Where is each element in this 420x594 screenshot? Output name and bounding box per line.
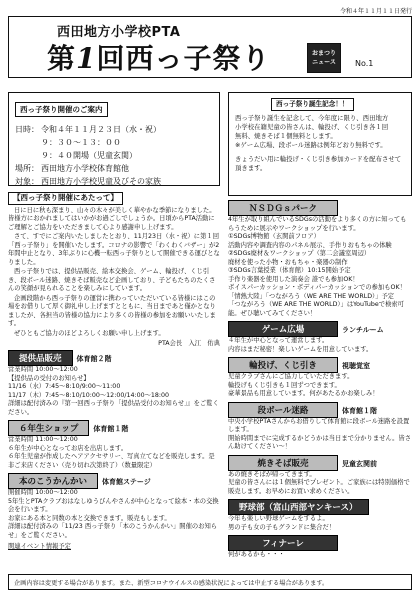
event-section-line: ①SDGs博物館（玄関前フロア） <box>228 233 320 240</box>
event-section-header <box>8 473 220 489</box>
badge-line-2: ニュース <box>312 59 336 66</box>
event-section <box>228 321 412 354</box>
event-section-line: 輪投げもくじ引きも１回ずつできます。 <box>228 381 341 389</box>
intro-paragraphs <box>8 207 220 339</box>
org-name: 西田地方小学校PTA <box>57 25 181 40</box>
event-section-header <box>228 499 412 515</box>
event-section <box>228 499 412 532</box>
intro-title: 【西っ子祭り開催にあたって】 <box>8 192 123 205</box>
news-badge <box>307 43 341 73</box>
intro-paragraph: 企画段階から西っ子祭りの運営に携わっていただいている皆様にはこの場をお借りして厚く御礼申し上げますとともに、当日まであと僅かとなりましたが、各担当の皆様の協力により多くの皆様の参加をお願いいたします。 <box>8 294 216 327</box>
event-section-line: ボイスパーカッション・ボディパーカッションでの参加もOK！ <box>228 284 406 291</box>
event-section-line: 何があるかも・・・ <box>228 551 285 558</box>
event-section-line: 男の子も女の子もグランドに集合だ！ <box>228 523 336 531</box>
intro-paragraph: ぜひともご協力のほどよろしくお願い申し上げます。 <box>14 329 165 337</box>
anniversary-lines <box>235 114 405 173</box>
anniversary-box <box>228 92 412 196</box>
event-section <box>8 420 220 470</box>
event-section-venue: 児童玄関前 <box>342 459 377 468</box>
event-info-label: 場所： <box>15 164 39 173</box>
anniversary-title: 西っ子祭り誕生記念！！ <box>271 98 354 111</box>
event-section-line: 児童クラブさんにご協力していただきます。 <box>228 373 354 380</box>
event-section-venue: 体育館１階 <box>93 425 129 433</box>
event-section-line: 4年生が取り組んでいるSDGsの活動をより多くの方に知ってもらうために展示やワークショップを行います。 <box>228 216 407 232</box>
event-section-header <box>8 420 220 436</box>
event-section-line: 【提供品の受付のお知らせ】 <box>8 374 90 382</box>
event-section-name: 野球部（富山西部ヤンキース） <box>228 499 369 515</box>
event-section-line: 内容はまだ秘密！楽しいゲームを用意しています。 <box>228 345 373 353</box>
right-event-sections <box>228 200 412 563</box>
event-section-line: 「情熱大陸」「つながろう（WE ARE THE WORLD）」予定 <box>228 292 395 300</box>
event-section-line: 営業時間 11:00～12:00 <box>8 436 78 443</box>
event-section-line: 今年も楽しい野球ゲームをするよ。 <box>228 515 329 522</box>
event-section-line: 児童の皆さんには１個無料でプレゼント。ご家族には特別価格で販売します。お早めにお買い求めください。 <box>228 479 410 495</box>
event-section-header <box>228 321 412 337</box>
event-section <box>228 357 412 399</box>
event-section <box>228 402 412 452</box>
event-info-label: 対象： <box>15 177 39 186</box>
event-section-venue: 体育館ステージ <box>102 478 151 486</box>
intro-paragraph: 日に日に秋も深まり、山々の木々が美しく華やかな季節になりました。皆様方におかれましてはいかがお過ごしでしょうか。日頃からPTA活動にご理解とご協力をいただきまして心より感謝申し上げます。 <box>8 206 216 231</box>
event-section-name: 本のこうかんかい <box>8 473 98 489</box>
event-section-line: 詳細は配付済みの「11/23 西っ子祭り「本のこうかんかい」開催のお知らせ」をご覧ください。 <box>8 523 218 539</box>
event-info-label: 日時： <box>15 125 39 134</box>
event-section-header <box>228 455 412 471</box>
event-section-line: お家にある本と同数の本と交換できます。販売もします。 <box>8 514 171 522</box>
event-section-header <box>228 535 412 551</box>
event-section <box>228 200 412 318</box>
event-info-row <box>15 175 213 188</box>
event-info-rows <box>15 123 213 188</box>
event-section-line: 11/16（水）7:45～8:10/9:00～11:00 <box>8 383 121 390</box>
event-section-line: ６年生が中心となってお店を出店します。 <box>8 444 128 452</box>
event-section <box>228 455 412 497</box>
event-section-venue: ランチルーム <box>342 326 384 334</box>
event-section-name: 焼きそば販売 <box>228 455 338 471</box>
event-info-value: 令和４年１１月２３日（水・祝） <box>41 125 161 134</box>
anniversary-line: ※ゲーム広場、段ボール迷路は例年どおり無料です。 <box>235 141 387 149</box>
anniversary-line: 小学校在籍児童の皆さんは、輪投げ、くじ引き各１回 <box>235 123 389 131</box>
event-section-line: 「つながろう（WE ARE THE WORLD）」はYouTubeで検索可能。ぜひ聴いてみてください！ <box>228 301 404 317</box>
event-info-title: 西っ子祭り開催のご案内 <box>15 102 108 117</box>
event-section-header <box>8 350 220 366</box>
intro-paragraph: 西っ子祭りでは、提供品販売、絵本交換会、ゲーム、輪投げ、くじ引き、段ボール迷路、焼きそば販売など企画しており、子どもたちのたくさんの笑顔が見られることを楽しみにしています。 <box>8 268 216 292</box>
event-section-venue: 体育館１階 <box>342 406 377 415</box>
badge-line-1: おまつり <box>311 50 336 57</box>
event-info-value: ９：３０～１３：００ <box>41 138 121 147</box>
event-section-header <box>228 357 412 373</box>
event-section-line: 中央小学校PTAさんからお借りして体育館に段ボール迷路を設置します。 <box>228 417 410 433</box>
intro-signature: PTA会長 入江 佑典 <box>158 340 220 347</box>
anniversary-line: 西っ子祭り誕生を記念して、今年度に限り、西田地方 <box>235 114 389 122</box>
event-info-value: 西田地方小学校体育館他 <box>41 164 129 173</box>
issue-date: 令和４年１１月１１日発行 <box>339 8 412 15</box>
notice-box: 企画内容は変更する場合があります。また、新型コロナウイルスの感染状況によっては中止する場合があります。 <box>8 574 412 590</box>
event-section-line: 営業時間 10:00～12:00 <box>8 366 78 373</box>
related-info-footer: 関連イベント情報予定 <box>8 543 71 550</box>
event-section-name: ＮＳＤＧｓパーク <box>228 200 338 216</box>
event-section-line: 11/17（木）7:45～8:10/10:00～12:00/14:00～18:00 <box>8 391 170 399</box>
event-section-name: フィナーレ <box>228 535 338 551</box>
anniversary-line: 頂きます。 <box>235 164 267 172</box>
event-info-row <box>15 136 213 149</box>
event-section-line: 活動内容や調査内容のパネル展示、手作りおもちゃの体験 <box>228 241 392 249</box>
title-prefix: 第 <box>47 42 77 75</box>
event-section-name: 輪投げ、くじ引き <box>228 357 338 373</box>
event-section-name: 段ボール迷路 <box>228 402 338 418</box>
event-info-row <box>15 123 213 136</box>
event-section-line: ６年生児童が作成したヘアアクセサリー、写真立てなどを販売します。是非ご来店ください（売り切れ次第終了）（数量限定） <box>8 453 215 469</box>
event-section-line: あの焼きそばが帰ってきます。 <box>228 470 316 478</box>
event-section-line: 開催時間 10:00～12:00 <box>8 489 78 496</box>
event-section-line: 5年生とPTAクラブおはなしゆうびんやさんが中心となって絵本・本の交換会を行います。 <box>8 497 219 513</box>
event-info-row <box>15 162 213 175</box>
event-section-line: ②SDGs廃材＆ワークショップ（第二会議室周辺） <box>228 250 371 257</box>
event-section-line: ４年生が中心となって運営します。 <box>228 337 329 344</box>
left-event-sections <box>8 350 220 552</box>
title-number: 1 <box>76 42 97 75</box>
newsletter-title <box>47 37 271 77</box>
event-section-name: ６年生ショップ <box>8 420 89 436</box>
event-info-value: 西田地方小学校児童及びその家族 <box>41 177 161 186</box>
event-info-box <box>8 92 220 186</box>
event-section <box>228 535 412 560</box>
anniversary-line: 無料、焼きそば１個無料とします。 <box>235 132 337 140</box>
event-section-line: ③SDGs言葉授業（体育館）10:15開始予定 <box>228 267 351 274</box>
event-section-line: 豪華景品も用意しています。何があたるかお楽しみ！ <box>228 390 379 397</box>
event-section-venue: 体育館２階 <box>76 355 112 363</box>
masthead <box>8 16 412 78</box>
event-section <box>8 473 220 540</box>
intro-paragraph: さて、すでにご案内いたしましたとおり、11月23日（水・祝）に第１回「西っ子祭り」を開催いたします。コロナの影響で「わくわくバザー」が2年間中止となり、3年ぶりに心機一転西っ子祭りとして開催できる運びとなりました。 <box>8 233 220 266</box>
event-info-value: ９：４０開場（児童玄関） <box>41 151 137 160</box>
anniversary-line: きょうだい用に輪投げ・くじ引き参加カードを配布させて <box>235 155 402 163</box>
event-info-row <box>15 149 213 162</box>
event-section <box>8 350 220 417</box>
intro-section <box>8 192 220 349</box>
title-suffix: 回西っ子祭り <box>96 42 271 75</box>
issue-number: No.1 <box>355 59 374 68</box>
event-section-line: 詳細は配付済みの『第一回西っ子祭り「提供品受付のお知らせ」』をご覧ください。 <box>8 400 219 416</box>
event-section-line: 手作り楽器を使用した演奏会 誰でも参加OK！ <box>228 275 359 283</box>
event-section-line: 廃材を使った小物・おもちゃ・楽器の制作 <box>228 258 348 266</box>
event-section-header <box>228 402 412 418</box>
event-section-name: ゲーム広場 <box>228 321 338 337</box>
event-section-header <box>228 200 412 216</box>
event-section-venue: 視聴覚室 <box>342 362 370 370</box>
event-section-name: 提供品販売 <box>8 350 73 366</box>
event-section-line: 開始時間までに完成するかどうかは当日まで分かりません。皆さん助けてください～！ <box>228 434 411 450</box>
